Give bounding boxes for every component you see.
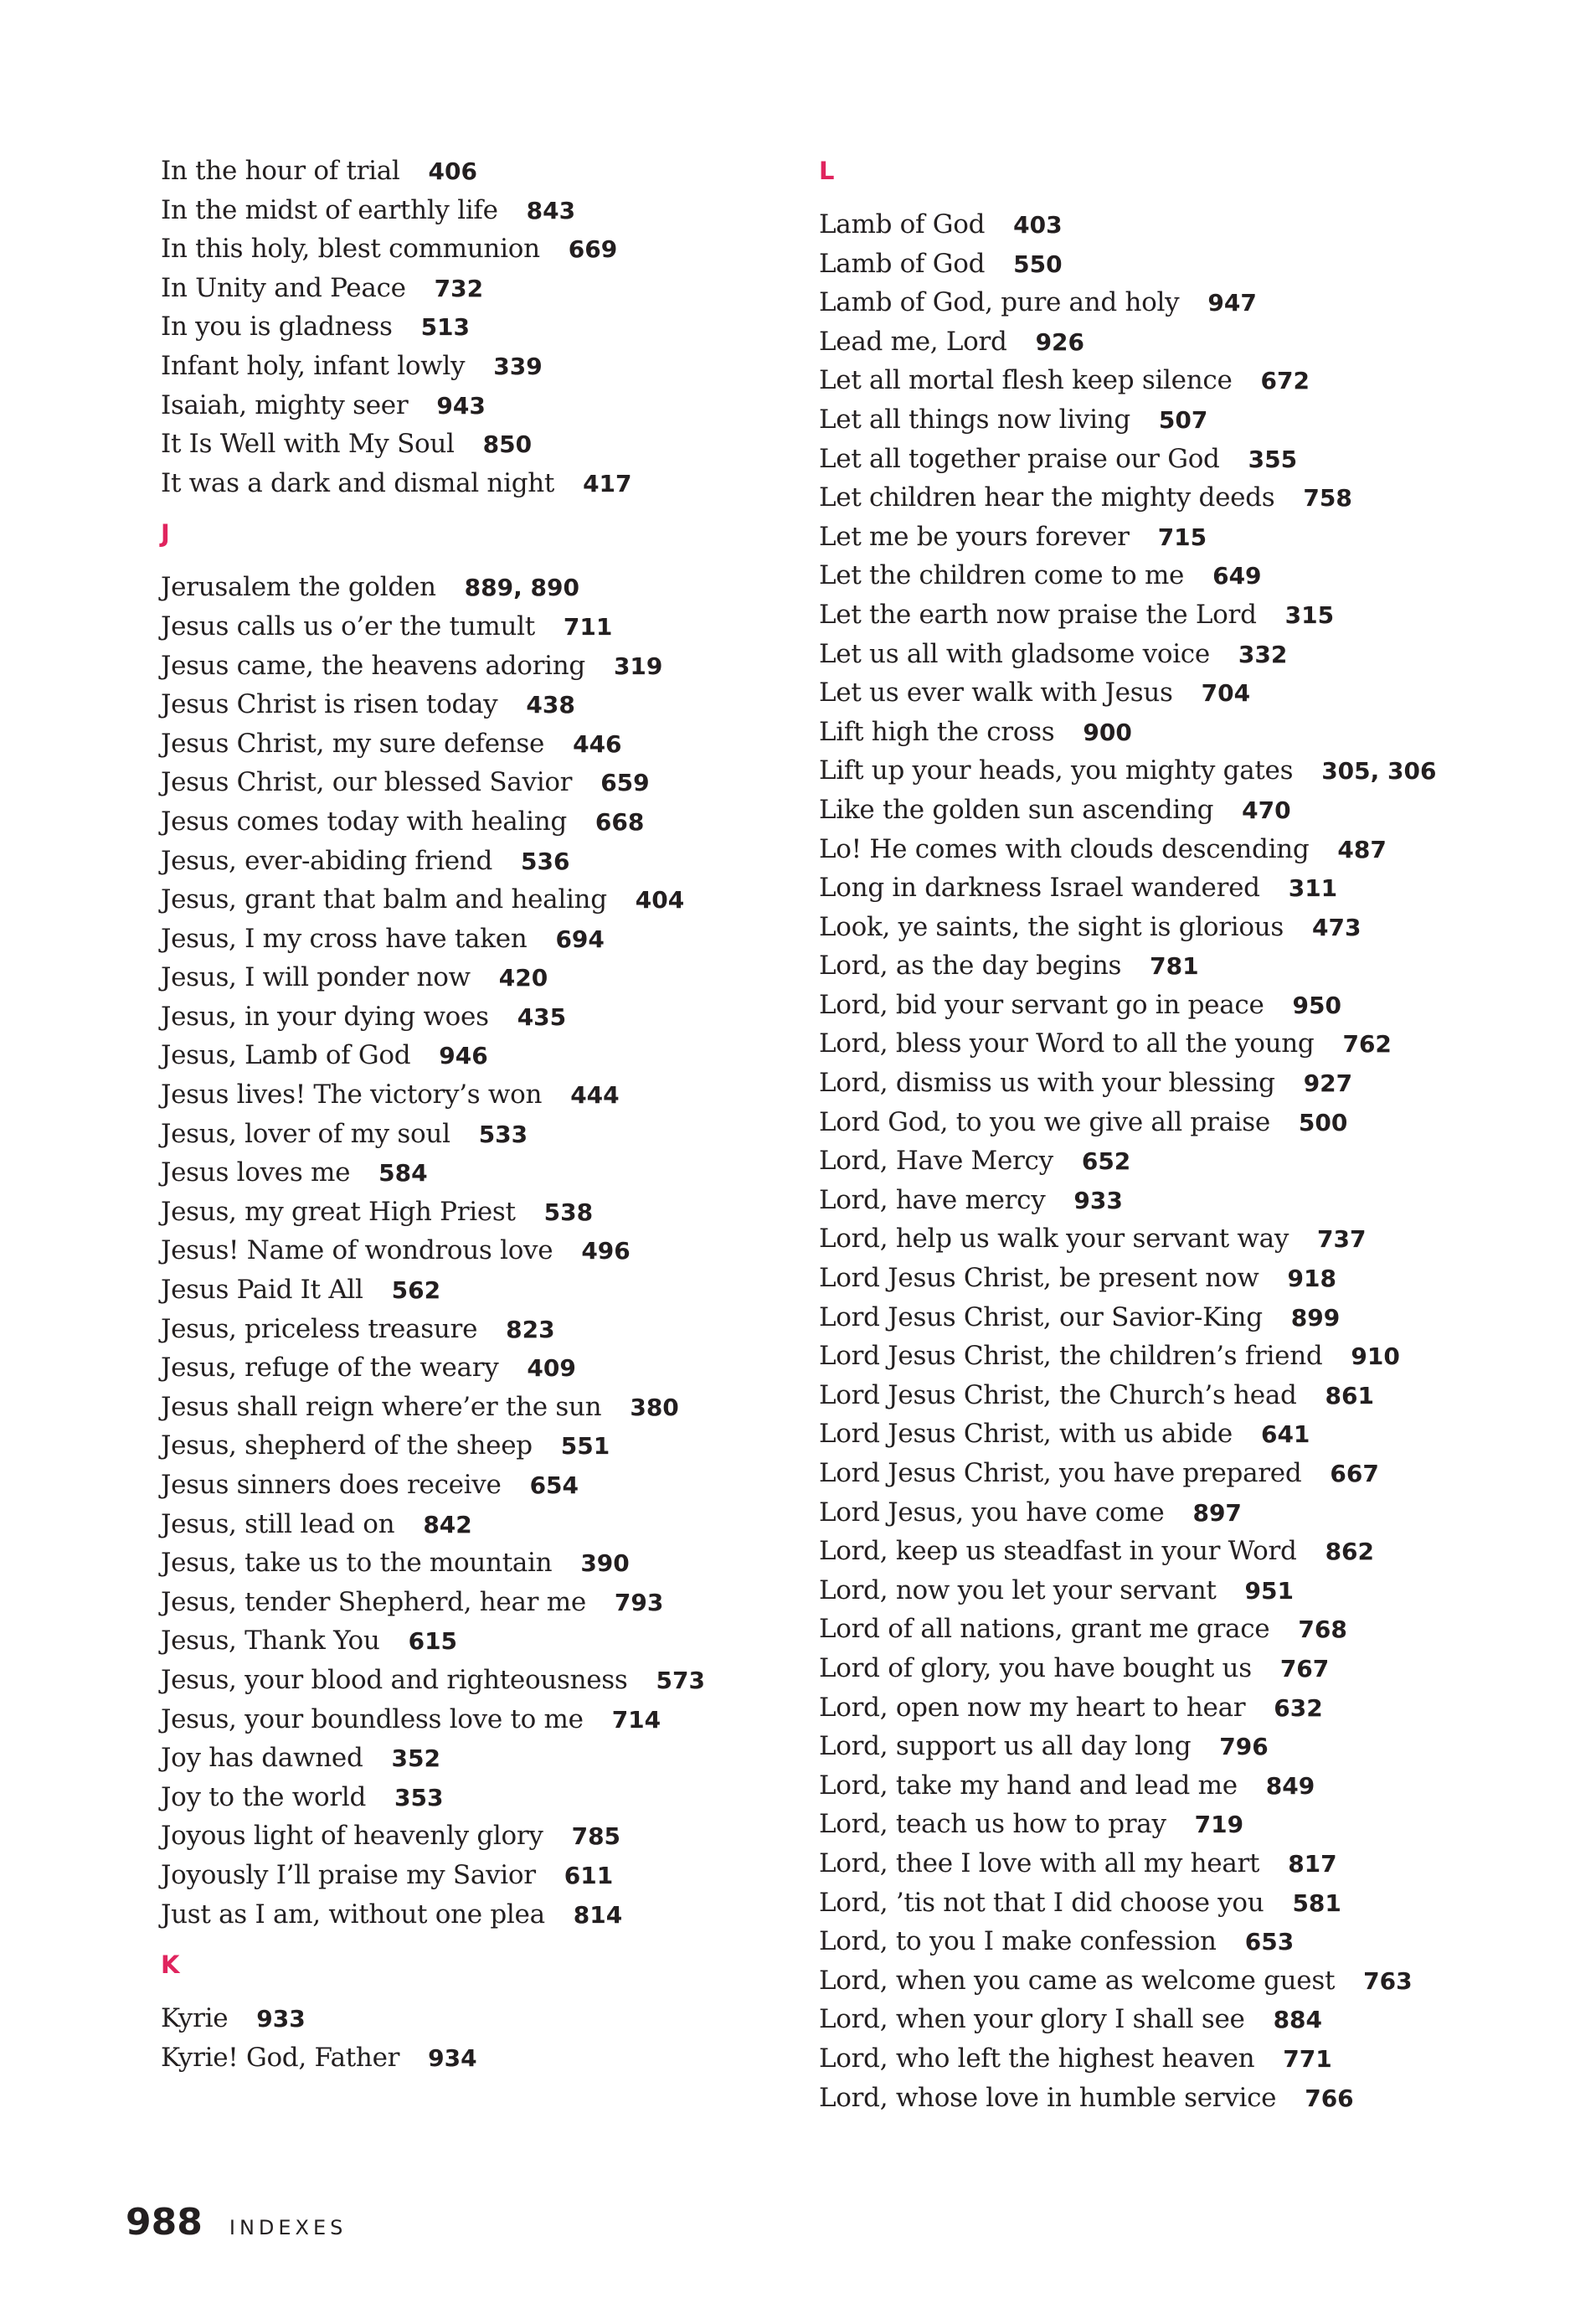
hymn-title: Jesus calls us o’er the tumult [161,611,535,642]
hymn-number: 652 [1081,1147,1131,1176]
hymn-title: In this holy, blest communion [161,234,540,265]
index-entry [161,568,797,607]
index-entry [161,1700,797,1739]
index-entry [819,908,1489,947]
index-entry [819,440,1489,479]
index-entry [161,997,797,1037]
index-entry [819,245,1489,284]
index-entry [819,1688,1489,1728]
hymn-number: 763 [1363,1966,1413,1995]
hymn-title: Let all together praise our God [819,443,1220,474]
hymn-title: In you is gladness [161,312,393,343]
index-entry [819,1141,1489,1181]
hymn-number: 446 [573,729,622,758]
hymn-number: 420 [498,964,548,992]
index-entry [819,518,1489,557]
hymn-number: 380 [630,1393,679,1421]
hymn-number: 319 [613,652,663,680]
hymn-title: Jesus, in your dying woes [161,1001,489,1032]
hymn-title: In the hour of trial [161,156,400,186]
hymn-title: Lamb of God [819,209,986,240]
hymn-number: 339 [493,352,543,380]
hymn-number: 573 [656,1666,705,1694]
index-entry [819,1571,1489,1610]
hymn-title: Lord Jesus Christ, you have prepared [819,1458,1302,1488]
hymn-number: 444 [570,1081,620,1110]
index-entry [161,1310,797,1349]
hymn-number: 533 [478,1120,528,1148]
index-entry [819,1805,1489,1844]
hymn-number: 315 [1284,600,1335,629]
hymn-number: 562 [391,1276,441,1305]
hymn-number: 933 [256,2005,306,2033]
hymn-title: Lift high the cross [819,716,1055,747]
index-entry [819,1532,1489,1571]
index-entry [161,1816,797,1856]
hymn-title: Jesus, priceless treasure [161,1313,478,1344]
hymn-number: 889, 890 [464,574,579,602]
hymn-title: Let all mortal flesh keep silence [819,365,1233,396]
hymn-number: 814 [573,1900,623,1929]
hymn-title: Lord God, to you we give all praise [819,1106,1270,1137]
index-entry [161,1036,797,1075]
hymn-number: 768 [1298,1615,1347,1644]
hymn-number: 704 [1201,679,1251,708]
hymn-title: Lord, who left the highest heaven [819,2043,1255,2074]
hymn-number: 862 [1325,1538,1375,1566]
hymn-number: 934 [428,2043,477,2072]
index-entry [161,1231,797,1270]
hymn-number: 785 [571,1822,621,1851]
hymn-number: 355 [1248,445,1298,473]
hymn-number: 487 [1337,835,1387,863]
hymn-title: Lo! He comes with clouds descending [819,833,1310,864]
index-entry [161,1193,797,1232]
index-entry [819,1064,1489,1103]
hymn-title: Jesus, grant that balm and healing [161,884,607,915]
hymn-number: 611 [564,1861,614,1889]
index-entry [161,1388,797,1427]
hymn-number: 667 [1330,1460,1379,1487]
hymn-number: 861 [1325,1381,1374,1409]
index-entry [819,986,1489,1025]
hymn-title: Jesus, Thank You [161,1626,380,1657]
right-column [819,152,1489,2117]
index-entry [161,229,797,269]
index-entry [819,1298,1489,1337]
hymn-title: Lord, teach us how to pray [819,1809,1166,1840]
hymn-number: 899 [1290,1303,1341,1332]
hymn-number: 933 [1073,1186,1123,1214]
hymn-title: Jesus, I my cross have taken [161,923,528,954]
letter-heading-j: J [161,519,170,549]
index-entry [819,1493,1489,1533]
hymn-title: Lord, ’tis not that I did choose you [819,1887,1264,1918]
hymn-title: Lord Jesus Christ, be present now [819,1263,1259,1294]
index-entry [161,425,797,464]
index-entry [819,1610,1489,1649]
hymn-title: Jesus Christ, my sure defense [161,728,545,759]
hymn-title: Jesus loves me [161,1157,351,1188]
hymn-title: Lift up your heads, you mighty gates [819,755,1294,786]
index-entry [819,635,1489,674]
index-entry [161,1505,797,1544]
section-label: INDEXES [229,2216,347,2239]
left-column [161,152,797,2077]
hymn-title: Infant holy, infant lowly [161,350,466,381]
hymn-number: 762 [1342,1030,1392,1059]
index-entry [161,685,797,724]
hymn-title: Lead me, Lord [819,326,1007,357]
hymn-title: Jesus! Name of wondrous love [161,1235,553,1266]
index-entry [161,920,797,959]
hymn-title: Lamb of God, pure and holy [819,287,1180,318]
hymn-number: 694 [555,925,605,953]
hymn-title: Lord, bid your servant go in peace [819,989,1264,1020]
hymn-title: In the midst of earthly life [161,194,498,225]
index-entry [161,1778,797,1817]
hymn-title: Joyously I’ll praise my Savior [161,1859,536,1890]
letter-heading-l: L [819,157,835,185]
hymn-number: 842 [423,1510,472,1538]
hymn-number: 536 [521,847,570,875]
hymn-number: 947 [1207,289,1257,317]
index-entry [161,1999,797,2038]
hymn-number: 581 [1292,1889,1341,1917]
hymn-title: Jesus sinners does receive [161,1470,502,1500]
hymn-number: 470 [1242,796,1291,824]
index-entry [161,1466,797,1505]
hymn-title: Let all things now living [819,404,1130,435]
hymn-number: 550 [1013,250,1063,278]
hymn-number: 823 [506,1315,555,1343]
index-entry [819,361,1489,400]
index-entry [819,830,1489,869]
index-entry [161,1661,797,1700]
hymn-number: 843 [526,196,576,224]
hymn-title: It was a dark and dismal night [161,467,555,498]
hymn-title: Let us ever walk with Jesus [819,678,1173,709]
hymn-number: 732 [434,274,484,302]
index-entry [161,880,797,920]
hymn-title: Lord, have mercy [819,1184,1046,1215]
hymn-number: 668 [595,807,645,836]
hymn-title: In Unity and Peace [161,272,406,303]
index-entry [819,1337,1489,1376]
index-entry [819,283,1489,322]
hymn-number: 654 [529,1471,579,1499]
index-entry [819,751,1489,791]
index-entry [161,724,797,764]
hymn-number: 943 [436,391,486,420]
index-entry [819,946,1489,986]
hymn-title: Jesus, I will ponder now [161,962,471,993]
hymn-number: 615 [408,1627,458,1656]
index-entry [819,1883,1489,1923]
index-entry [161,347,797,386]
hymn-title: Joy to the world [161,1781,367,1812]
index-entry [819,1024,1489,1064]
hymn-number: 926 [1035,327,1085,356]
hymn-number: 353 [394,1783,444,1811]
hymn-title: Lord Jesus Christ, with us abide [819,1419,1233,1450]
hymn-title: Jesus, refuge of the weary [161,1353,499,1384]
index-entry [161,152,797,191]
hymn-number: 719 [1194,1811,1244,1839]
hymn-title: Lord, bless your Word to all the young [819,1028,1315,1059]
hymn-number: 711 [563,612,613,641]
hymn-title: Like the golden sun ascending [819,794,1214,825]
index-entry [819,400,1489,440]
hymn-number: 771 [1283,2044,1332,2073]
hymn-title: Lord, dismiss us with your blessing [819,1068,1275,1099]
hymn-number: 649 [1212,562,1262,590]
index-entry [819,595,1489,635]
hymn-title: Lord, to you I make confession [819,1926,1217,1957]
hymn-title: Isaiah, mighty seer [161,389,409,420]
index-entry [819,1454,1489,1493]
hymn-title: Jesus lives! The victory’s won [161,1080,543,1110]
index-entry [161,842,797,881]
hymn-title: Lord, whose love in humble service [819,2082,1277,2113]
index-entry [161,1348,797,1388]
hymn-title: Lord, thee I love with all my heart [819,1847,1260,1878]
group-j [161,568,797,1934]
hymn-title: Jesus, shepherd of the sheep [161,1430,533,1461]
hymn-number: 352 [391,1744,440,1773]
page-footer [126,2201,347,2244]
hymn-number: 390 [580,1549,630,1578]
index-entry [819,791,1489,830]
index-entry [161,802,797,842]
hymn-title: Jesus Christ is risen today [161,689,498,720]
index-entry [161,1075,797,1115]
hymn-title: Lord Jesus Christ, the Church’s head [819,1379,1297,1410]
index-entry [819,1103,1489,1142]
hymn-title: Lord of glory, you have bought us [819,1652,1252,1683]
group-k [161,1999,797,2077]
hymn-number: 409 [527,1354,576,1383]
index-entry [161,958,797,997]
hymn-number: 435 [517,1002,567,1031]
hymn-title: Jesus comes today with healing [161,806,567,837]
index-entry [161,307,797,347]
hymn-number: 897 [1192,1498,1242,1527]
hymn-number: 714 [611,1705,661,1734]
index-entry [819,2039,1489,2079]
index-entry [161,191,797,230]
hymn-title: Let children hear the mighty deeds [819,482,1275,513]
hymn-title: Kyrie! God, Father [161,2042,400,2073]
index-entry [819,673,1489,713]
hymn-number: 850 [482,430,533,459]
index-entry [819,1766,1489,1806]
hymn-title: Lord, take my hand and lead me [819,1770,1238,1801]
hymn-title: Jesus, your blood and righteousness [161,1664,628,1695]
hymn-title: Jesus Christ, our blessed Savior [161,767,573,798]
hymn-number: 305, 306 [1321,757,1437,786]
hymn-number: 817 [1288,1849,1337,1878]
hymn-title: Just as I am, without one plea [161,1899,545,1930]
index-entry [819,1844,1489,1883]
hymn-title: Lord, when you came as welcome guest [819,1965,1336,1996]
hymn-number: 438 [526,691,575,719]
hymn-number: 669 [568,235,618,264]
index-entry [819,868,1489,908]
hymn-number: 927 [1303,1069,1353,1098]
hymn-title: Lord, when your glory I shall see [819,2004,1245,2035]
hymn-number: 403 [1013,211,1063,239]
index-entry [161,1543,797,1583]
hymn-title: Jesus, my great High Priest [161,1196,516,1227]
letter-heading-k: K [161,1950,180,1980]
hymn-number: 715 [1157,523,1207,551]
hymn-title: Lord, open now my heart to hear [819,1692,1246,1723]
hymn-number: 946 [439,1042,488,1070]
hymn-number: 632 [1274,1693,1323,1722]
hymn-title: Let the earth now praise the Lord [819,599,1257,630]
hymn-title: Lord, help us walk your servant way [819,1224,1289,1255]
hymn-number: 884 [1273,2006,1323,2034]
hymn-number: 767 [1279,1654,1330,1682]
hymn-title: Jesus shall reign where’er the sun [161,1391,602,1422]
hymn-title: Jesus, tender Shepherd, hear me [161,1586,586,1617]
index-entry [819,713,1489,752]
hymn-number: 538 [543,1198,594,1226]
hymn-title: Joy has dawned [161,1743,363,1774]
hymn-title: Jerusalem the golden [161,572,436,603]
hymn-number: 900 [1083,718,1132,746]
index-entry [161,269,797,308]
hymn-title: Long in darkness Israel wandered [819,873,1260,904]
hymn-number: 781 [1150,952,1199,981]
group-l [819,205,1489,2117]
hymn-number: 766 [1305,2084,1354,2112]
index-entry [819,1649,1489,1688]
hymn-number: 950 [1292,991,1341,1019]
index-entry [161,386,797,425]
hymn-number: 473 [1312,913,1362,941]
hymn-title: Lamb of God [819,248,986,279]
index-entry [819,2000,1489,2039]
hymn-number: 417 [583,469,632,497]
index-entry [161,1115,797,1154]
hymn-number: 910 [1351,1342,1400,1371]
hymn-number: 758 [1303,484,1352,513]
index-entry [819,1414,1489,1454]
hymn-title: Jesus, take us to the mountain [161,1548,553,1579]
hymn-number: 584 [378,1159,428,1188]
index-entry [161,647,797,686]
hymn-number: 793 [614,1588,664,1616]
hymn-number: 507 [1158,405,1208,434]
index-entry [819,322,1489,362]
index-entry [161,1739,797,1778]
hymn-title: Jesus, Lamb of God [161,1040,411,1071]
hymn-title: Lord of all nations, grant me grace [819,1614,1270,1645]
index-entry [161,763,797,802]
hymn-title: Lord Jesus Christ, our Savior-King [819,1301,1263,1332]
index-entry [819,1259,1489,1298]
hymn-number: 500 [1298,1108,1348,1136]
hymn-number: 406 [428,157,477,185]
hymn-number: 849 [1265,1771,1315,1800]
index-entry [819,556,1489,595]
hymn-number: 796 [1219,1733,1269,1761]
hymn-number: 496 [581,1237,631,1265]
hymn-number: 672 [1260,367,1310,395]
hymn-title: Jesus, ever-abiding friend [161,845,492,876]
hymn-number: 659 [600,769,650,797]
index-entry [819,1727,1489,1766]
hymn-number: 737 [1317,1225,1367,1254]
index-entry [819,2079,1489,2118]
hymn-number: 653 [1244,1928,1295,1956]
hymn-title: Let us all with gladsome voice [819,638,1210,669]
hymn-title: Jesus, lover of my soul [161,1118,450,1149]
index-entry [161,1153,797,1193]
hymn-title: Jesus Paid It All [161,1275,363,1306]
hymn-number: 551 [560,1432,610,1461]
hymn-title: Lord Jesus Christ, the children’s friend [819,1341,1323,1372]
hymn-title: Jesus, your boundless love to me [161,1703,584,1734]
hymn-number: 332 [1238,640,1288,668]
index-entry [161,1426,797,1466]
hymn-title: Let me be yours forever [819,521,1130,552]
hymn-title: Lord, as the day begins [819,951,1122,982]
hymn-title: Let the children come to me [819,560,1185,591]
index-entry [161,1270,797,1310]
hymn-number: 513 [420,313,471,342]
hymn-title: Look, ye saints, the sight is glorious [819,911,1284,942]
hymn-title: Jesus, still lead on [161,1508,395,1539]
hymn-title: Kyrie [161,2003,229,2034]
hymn-title: Joyous light of heavenly glory [161,1821,543,1852]
group-i-continued [161,152,797,502]
hymn-number: 641 [1260,1420,1310,1449]
index-entry [819,205,1489,245]
hymn-title: Lord, Have Mercy [819,1146,1053,1177]
hymn-number: 404 [635,886,685,915]
index-entry [161,1895,797,1935]
index-entry [819,1376,1489,1415]
hymn-title: Lord, keep us steadfast in your Word [819,1536,1297,1567]
hymn-number: 951 [1244,1576,1294,1605]
index-entry [161,2038,797,2078]
index-entry [161,607,797,647]
index-entry [819,1961,1489,2001]
index-entry [819,1922,1489,1961]
hymn-title: Lord, support us all day long [819,1731,1192,1762]
index-entry [819,478,1489,518]
index-entry [161,1621,797,1661]
index-entry [161,1583,797,1622]
index-entry [819,1219,1489,1259]
index-entry [819,1181,1489,1220]
hymn-title: Jesus came, the heavens adoring [161,650,585,681]
hymn-title: It Is Well with My Soul [161,429,455,460]
hymn-number: 311 [1288,874,1338,903]
hymn-title: Lord, now you let your servant [819,1574,1217,1605]
index-entry [161,1856,797,1895]
hymn-number: 918 [1287,1265,1336,1293]
page-number: 988 [126,2201,203,2244]
hymn-title: Lord Jesus, you have come [819,1497,1165,1528]
index-entry [161,464,797,503]
